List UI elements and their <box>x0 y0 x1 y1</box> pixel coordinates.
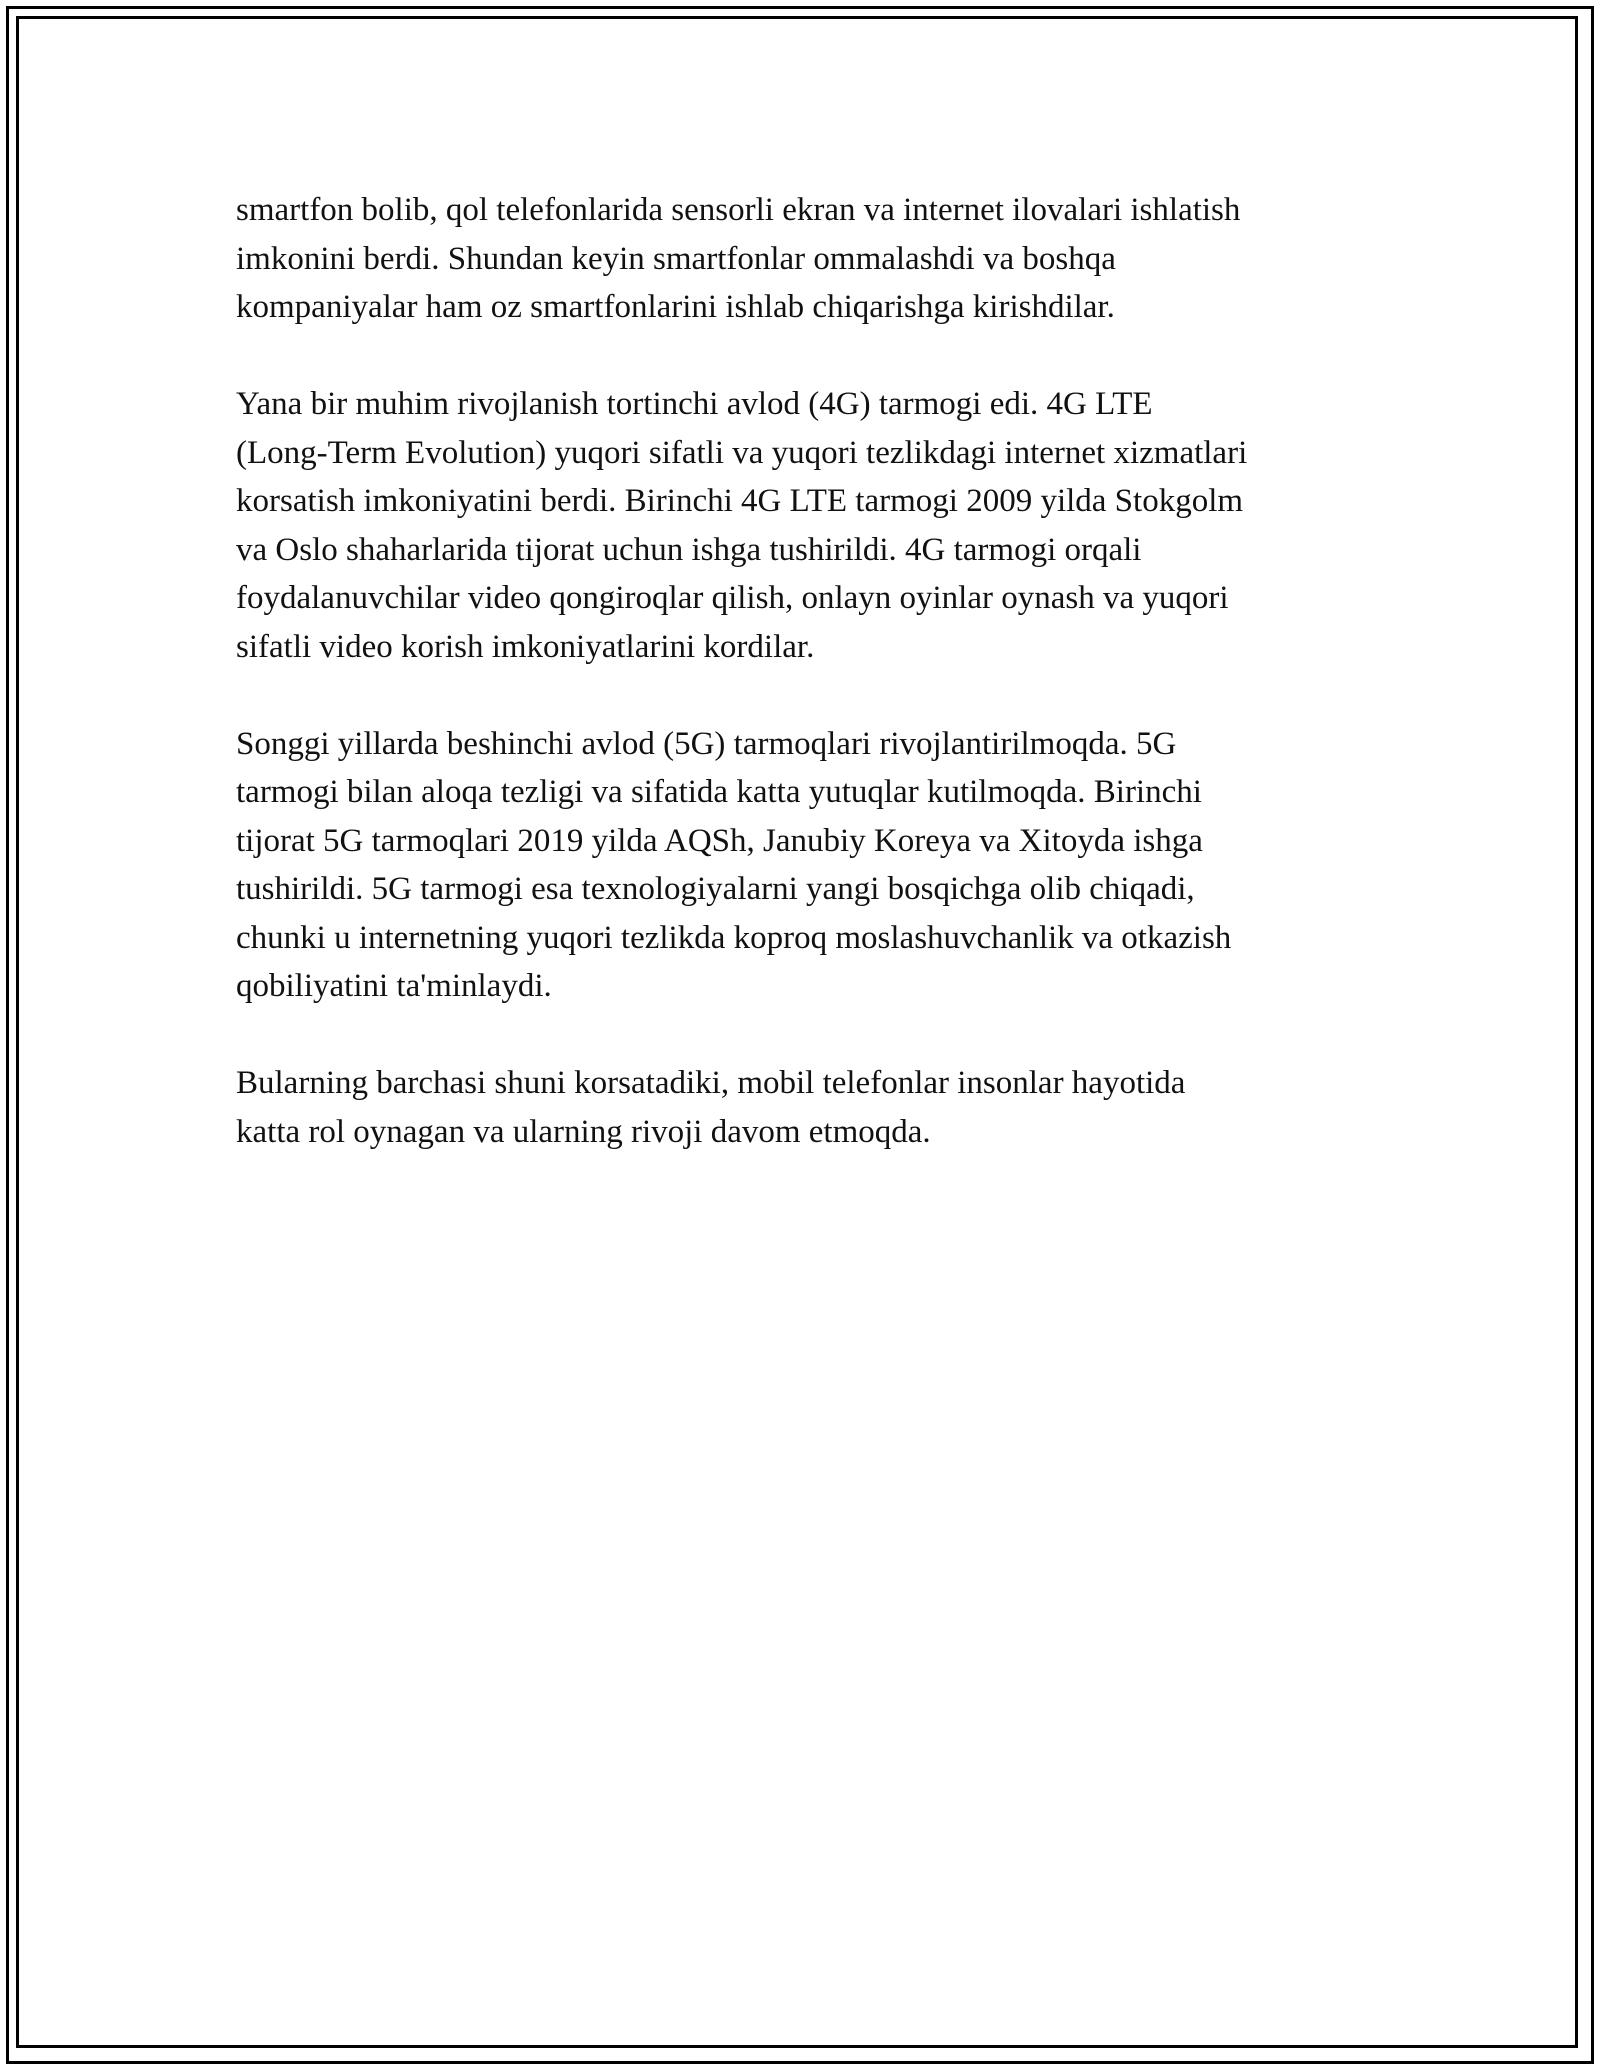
text-line: tijorat 5G tarmoqlari 2019 yilda AQSh, Janubiy Koreya va Xitoyda ishga <box>236 822 1203 859</box>
text-line: Bularning barchasi shuni korsatadiki, mobil telefonlar insonlar hayotida <box>236 1065 1186 1101</box>
text-line: Songgi yillarda beshinchi avlod (5G) tarmoqlari rivojlantirilmoqda. 5G <box>236 725 1177 762</box>
text-line: chunki u internetning yuqori tezlikda koproq moslashuvchanlik va otkazish <box>236 919 1232 956</box>
paragraph-smartphones <box>236 186 1376 332</box>
text-line: va Oslo shaharlarida tijorat uchun ishga tushirildi. 4G tarmogi orqali <box>236 531 1142 568</box>
paragraph-4g <box>236 380 1376 671</box>
text-line: tarmogi bilan aloqa tezligi va sifatida katta yutuqlar kutilmoqda. Birinchi <box>236 774 1202 810</box>
text-line: qobiliyatini ta'minlaydi. <box>236 968 552 1004</box>
text-line: foydalanuvchilar video qongiroqlar qilish, onlayn oyinlar oynash va yuqori <box>236 580 1229 616</box>
text-line: (Long-Term Evolution) yuqori sifatli va yuqori tezlikdagi internet xizmatlari <box>236 434 1248 471</box>
paragraph-conclusion <box>236 1059 1376 1156</box>
text-line: kompaniyalar ham oz smartfonlarini ishlab chiqarishga kirishdilar. <box>236 289 1115 325</box>
text-line: katta rol oynagan va ularning rivoji davom etmoqda. <box>236 1113 931 1150</box>
document-body <box>236 186 1376 1205</box>
text-line: tushirildi. 5G tarmogi esa texnologiyalarni yangi bosqichga olib chiqadi, <box>236 871 1195 907</box>
text-line: smartfon bolib, qol telefonlarida sensorli ekran va internet ilovalari ishlatish <box>236 192 1241 228</box>
text-line: Yana bir muhim rivojlanish tortinchi avlod (4G) tarmogi edi. 4G LTE <box>236 386 1153 422</box>
paragraph-5g <box>236 720 1376 1011</box>
text-line: sifatli video korish imkoniyatlarini kordilar. <box>236 628 815 665</box>
text-line: korsatish imkoniyatini berdi. Birinchi 4G LTE tarmogi 2009 yilda Stokgolm <box>236 483 1244 519</box>
text-line: imkonini berdi. Shundan keyin smartfonlar ommalashdi va boshqa <box>236 240 1116 277</box>
